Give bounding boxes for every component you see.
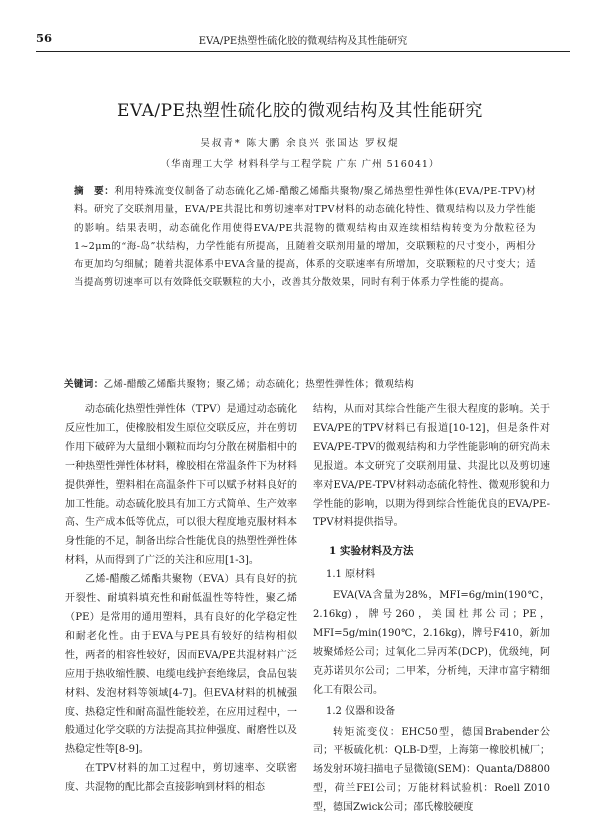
subsection-heading: 1.1 原材料 <box>313 566 550 585</box>
section-heading: 1 实验材料及方法 <box>329 542 550 561</box>
abstract-label: 摘 要： <box>74 186 114 197</box>
right-column <box>313 401 550 818</box>
left-column <box>65 401 297 798</box>
equipment-paragraph: 转矩流变仪：EHC50型，德国Brabender公司；平板硫化机：QLB-D型，上海第一橡胶机械厂；场发射环境扫描电子显微镜(SEM)：Quanta/D8800型，荷兰FEI公司；万能材料试验机：Roell Z010型，德国Zwick公司；邵氏橡胶硬度 <box>313 724 550 818</box>
running-header <box>36 31 570 49</box>
materials-paragraph: EVA(VA含量为28%，MFI=6g/min(190℃，2.16kg)，牌号260，美国杜邦公司；PE，MFI=5g/min(190℃，2.16kg)，牌号F410，新加坡聚烯烃公司；过氧化二异丙苯(DCP)，优级纯，阿克苏诺贝尔公司；二甲苯，分析纯，天津市富宇精细化工有限公司。 <box>313 587 550 700</box>
body-paragraph: 动态硫化热塑性弹性体（TPV）是通过动态硫化反应性加工，使橡胶相发生原位交联反应，并在剪切作用下破碎为大量细小颗粒而均匀分散在树脂相中的一种热塑性弹性体材料，橡胶相在常温条件下为材料提供弹性，塑料相在高温条件下可以赋予材料良好的加工性能。动态硫化胶具有加工方式简单、生产效率高、生产成本低等优点，可以很大程度地克服材料本身性能的不足，制备出综合性能优良的热塑性弹性体材料，从而得到了广泛的关注和应用[1-3]。 <box>65 401 297 571</box>
page-number: 56 <box>36 31 52 45</box>
abstract <box>74 183 536 293</box>
running-title: EVA/PE热塑性硫化胶的微观结构及其性能研究 <box>36 32 570 47</box>
affiliation: （华南理工大学 材料科学与工程学院 广东 广州 516041） <box>0 156 600 170</box>
subsection-heading: 1.2 仪器和设备 <box>313 703 550 722</box>
body-paragraph: 结构，从而对其综合性能产生很大程度的影响。关于EVA/PE的TPV材料已有报道[10-12]，但是条件对EVA/PE-TPV的微观结构和力学性能影响的研究尚未见报道。本文研究了交联剂用量、共混比以及剪切速率对EVA/PE-TPV材料动态硫化特性、微观形貌和力学性能的影响，以期为得到综合性能优良的EVA/PE-TPV材料提供指导。 <box>313 401 550 533</box>
keywords <box>64 376 560 390</box>
article-title: EVA/PE热塑性硫化胶的微观结构及其性能研究 <box>20 96 580 121</box>
body-paragraph: 乙烯-醋酸乙烯酯共聚物（EVA）具有良好的抗开裂性、耐填料填充性和耐低温性等特性，聚乙烯（PE）是常用的通用塑料，具有良好的化学稳定性和耐老化性。由于EVA与PE具有较好的结构相似性，两者的相容性较好，因而EVA/PE共混材料广泛应用于热收缩性膜、电缆电线护套绝缘层，食品包装材料、发泡材料等领域[4-7]。但EVA材料的机械强度、热稳定性和耐高温性能较差，在应用过程中，一般通过化学交联的方法提高其拉伸强度、耐磨性以及热稳定性等[8-9]。 <box>65 571 297 760</box>
abstract-text: 利用特殊流变仪制备了动态硫化乙烯-醋酸乙烯酯共聚物/聚乙烯热塑性弹性体(EVA/PE-TPV)材料。研究了交联剂用量，EVA/PE共混比和剪切速率对TPV材料的动态硫化特性、微观结构以及力学性能的影响。结果表明，动态硫化作用使得EVA/PE共混物的微观结构由双连续相结构转变为分散粒径为1~2μm的“海-岛”状结构，力学性能有所提高，且随着交联剂用量的增加，交联颗粒的尺寸变小，两相分布更加均匀细腻；随着共混体系中EVA含量的提高，体系的交联速率有所增加，交联颗粒的尺寸变大；适当提高剪切速率可以有效降低交联颗粒的大小，改善其分散效果，同时有利于体系力学性能的提高。 <box>74 186 536 288</box>
header-rule <box>36 51 570 52</box>
author-list: 吴叔青* 陈大鹏 余良兴 张国达 罗权焜 <box>0 135 600 149</box>
body-paragraph: 在TPV材料的加工过程中，剪切速率、交联密度、共混物的配比都会直接影响到材料的相态 <box>65 760 297 798</box>
keywords-label: 关键词： <box>64 379 104 390</box>
keywords-text: 乙烯-醋酸乙烯酯共聚物；聚乙烯；动态硫化；热塑性弹性体；微观结构 <box>104 379 415 390</box>
